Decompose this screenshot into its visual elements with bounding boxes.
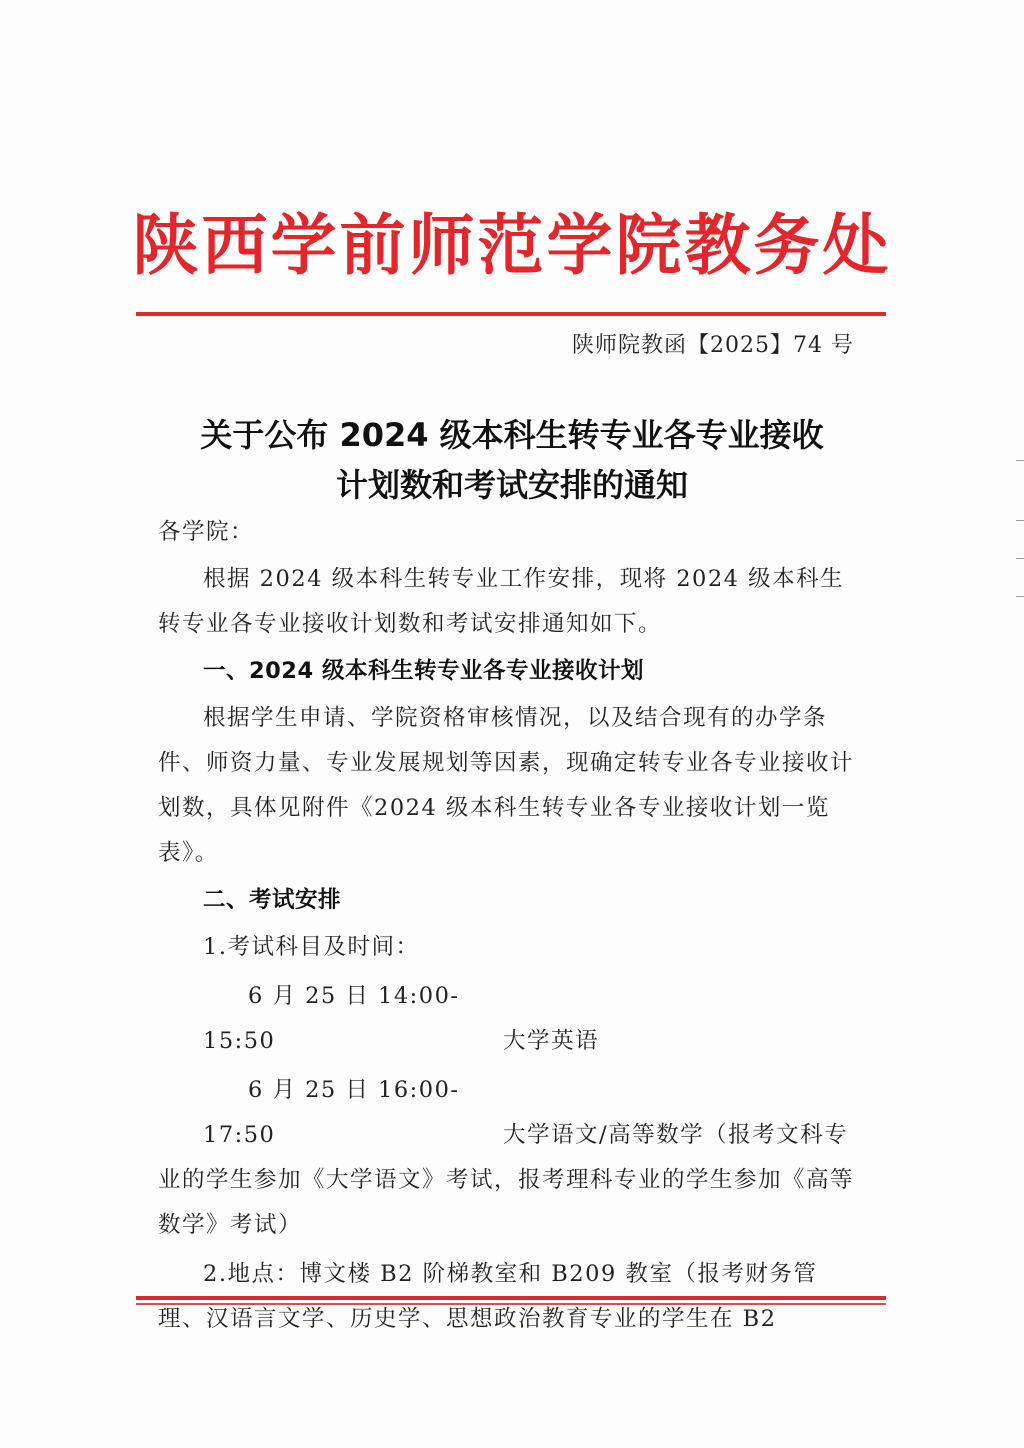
margin-tick: [1016, 596, 1024, 597]
schedule-subject-1: 大学英语: [503, 1028, 600, 1054]
document-number: 陕师院教函【2025】74 号: [572, 333, 854, 358]
organization-header: 陕西学前师范学院教务处: [132, 207, 892, 284]
header-red-rule: [136, 312, 886, 316]
exam-subjects-label: 1.考试科目及时间：: [203, 934, 420, 960]
notice-body: [158, 510, 864, 1342]
schedule-item-1: [158, 974, 864, 1064]
margin-tick: [1016, 460, 1024, 461]
title-line-2: 计划数和考试安排的通知: [335, 466, 688, 504]
margin-tick: [1016, 520, 1024, 521]
schedule-time-1: 6 月 25 日 14:00-15:50: [203, 983, 460, 1054]
intro-paragraph: 根据 2024 级本科生转专业工作安排，现将 2024 级本科生转专业各专业接收计划数和考试安排通知如下。: [158, 566, 845, 637]
title-line-1: 关于公布 2024 级本科生转专业各专业接收: [200, 416, 824, 454]
footer-red-rule: [136, 1296, 886, 1300]
margin-tick: [1016, 558, 1024, 559]
schedule-time-2: 6 月 25 日 16:00-17:50: [203, 1077, 460, 1148]
footer-red-rule-thin: [136, 1303, 886, 1305]
notice-title: [132, 410, 892, 510]
section-1-text: 根据学生申请、学院资格审核情况，以及结合现有的办学条件、师资力量、专业发展规划等因素，现确定转专业各专业接收计划数，具体见附件《2024 级本科生转专业各专业接收计划一览表》。: [158, 705, 855, 866]
section-1-heading: 一、2024 级本科生转专业各专业接收计划: [203, 658, 644, 684]
exam-location: 2.地点：博文楼 B2 阶梯教室和 B209 教室（报考财务管理、汉语言文学、历史学、思想政治教育专业的学生在 B2: [158, 1261, 818, 1332]
salutation: 各学院：: [158, 519, 255, 545]
section-2-heading: 二、考试安排: [203, 887, 342, 913]
scan-margin-marks: [1014, 460, 1024, 600]
schedule-item-2: [158, 1068, 864, 1248]
schedule-subject-2: 大学语文/高等数学（报考文科专业的学生参加《大学语文》考试，报考理科专业的学生参加《高等数学》考试）: [158, 1122, 855, 1238]
